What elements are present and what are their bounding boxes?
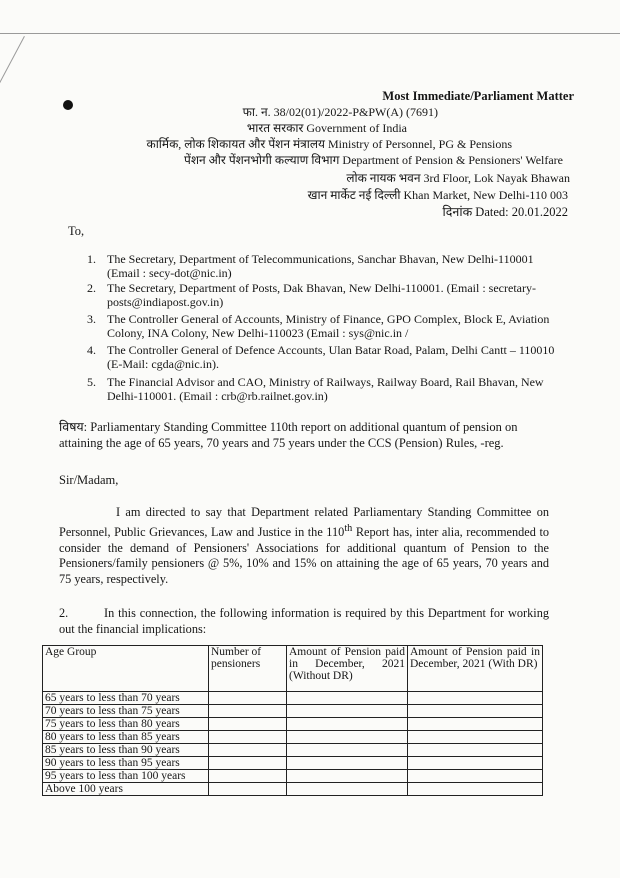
age-group-cell: 65 years to less than 70 years bbox=[43, 692, 209, 705]
para2-text: In this connection, the following information is required by this Department for working out the financial implications: bbox=[59, 606, 549, 636]
empty-cell bbox=[209, 731, 287, 744]
subject-label: विषय: bbox=[59, 420, 88, 434]
addressee-item bbox=[87, 376, 567, 403]
body-paragraph-1 bbox=[59, 505, 549, 588]
addressee-text: The Controller General of Accounts, Ministry of Finance, GPO Complex, Block E, Aviation Colony, INA Colony, New Delhi-110023 (Email : sys@nic.in / bbox=[107, 312, 550, 340]
empty-cell bbox=[209, 783, 287, 796]
header-pension-without-dr: Amount of Pension paid in December, 2021 (Without DR) bbox=[287, 646, 408, 692]
age-group-cell: 90 years to less than 95 years bbox=[43, 757, 209, 770]
page-top-edge bbox=[0, 33, 620, 34]
addressee-item bbox=[87, 344, 567, 371]
addressee-item bbox=[87, 313, 567, 340]
information-table bbox=[42, 645, 543, 796]
empty-cell bbox=[408, 705, 543, 718]
table-row bbox=[43, 744, 543, 757]
empty-cell bbox=[287, 718, 408, 731]
para1-text-b: Report has, inter alia, recommended to consider the demand of Pensioners' Associations for additional quantum of Pension to the Pensioners/family pensioners @ 5%, 10% and 15% on attaining the age of 65 years, 70 years and 75 years, respectively. bbox=[59, 524, 550, 587]
addressee-number: 3. bbox=[87, 312, 96, 326]
empty-cell bbox=[287, 757, 408, 770]
age-group-cell: 95 years to less than 100 years bbox=[43, 770, 209, 783]
empty-cell bbox=[408, 718, 543, 731]
letter-date: दिनांक Dated: 20.01.2022 bbox=[442, 205, 568, 219]
addressee-item bbox=[87, 253, 567, 280]
empty-cell bbox=[209, 744, 287, 757]
empty-cell bbox=[287, 705, 408, 718]
para1-superscript: th bbox=[344, 522, 353, 534]
para1-text-a: I am directed to say that Department related Parliamentary Standing Committee on Personnel, Public Grievances, Law and Justice in the 110 bbox=[59, 505, 549, 539]
empty-cell bbox=[287, 770, 408, 783]
to-label: To, bbox=[68, 224, 85, 238]
empty-cell bbox=[287, 744, 408, 757]
table-row bbox=[43, 757, 543, 770]
empty-cell bbox=[209, 757, 287, 770]
table-row bbox=[43, 705, 543, 718]
addressee-number: 5. bbox=[87, 375, 96, 389]
empty-cell bbox=[287, 692, 408, 705]
addressee-text: The Secretary, Department of Telecommunications, Sanchar Bhavan, New Delhi-110001 (Email : secy-dot@nic.in) bbox=[107, 252, 534, 280]
office-address-line1: लोक नायक भवन 3rd Floor, Lok Nayak Bhawan bbox=[346, 171, 570, 185]
subject-line bbox=[59, 419, 552, 451]
addressee-text: The Secretary, Department of Posts, Dak Bhavan, New Delhi-110001. (Email : secretary-posts@indiapost.gov.in) bbox=[107, 281, 536, 309]
table-row bbox=[43, 770, 543, 783]
table-header-row bbox=[43, 646, 543, 692]
age-group-cell: 70 years to less than 75 years bbox=[43, 705, 209, 718]
subject-text: Parliamentary Standing Committee 110th report on additional quantum of pension on attaining the age of 65 years, 70 years and 75 years under the CCS (Pension) Rules, -reg. bbox=[59, 420, 518, 450]
table-row bbox=[43, 718, 543, 731]
empty-cell bbox=[287, 783, 408, 796]
empty-cell bbox=[408, 770, 543, 783]
age-group-cell: 75 years to less than 80 years bbox=[43, 718, 209, 731]
department-name: पेंशन और पेंशनभोगी कल्याण विभाग Department of Pension & Pensioners' Welfare bbox=[184, 153, 563, 167]
government-name: भारत सरकार Government of India bbox=[246, 121, 407, 135]
empty-cell bbox=[408, 783, 543, 796]
table-row bbox=[43, 783, 543, 796]
priority-marking: Most Immediate/Parliament Matter bbox=[382, 89, 574, 103]
age-group-cell: 85 years to less than 90 years bbox=[43, 744, 209, 757]
addressee-item bbox=[87, 282, 567, 309]
age-group-cell: 80 years to less than 85 years bbox=[43, 731, 209, 744]
addressee-text: The Financial Advisor and CAO, Ministry of Railways, Railway Board, Rail Bhavan, New Delhi-110001. (Email : crb@rb.railnet.gov.in) bbox=[107, 375, 544, 403]
empty-cell bbox=[209, 705, 287, 718]
header-pension-with-dr: Amount of Pension paid in December, 2021 (With DR) bbox=[408, 646, 543, 692]
addressee-number: 2. bbox=[87, 281, 96, 295]
addressee-text: The Controller General of Defence Accounts, Ulan Batar Road, Palam, Delhi Cantt – 110010 (E-Mail: cgda@nic.in). bbox=[107, 343, 555, 371]
empty-cell bbox=[408, 757, 543, 770]
body-paragraph-2 bbox=[59, 606, 549, 638]
punch-hole-mark bbox=[63, 100, 73, 110]
empty-cell bbox=[408, 744, 543, 757]
empty-cell bbox=[408, 731, 543, 744]
ministry-name: कार्मिक, लोक शिकायत और पेंशन मंत्रालय Ministry of Personnel, PG & Pensions bbox=[146, 137, 512, 151]
file-number: फा. न. 38/02(01)/2022-P&PW(A) (7691) bbox=[242, 105, 438, 119]
header-age-group: Age Group bbox=[43, 646, 209, 692]
table-row bbox=[43, 692, 543, 705]
empty-cell bbox=[209, 770, 287, 783]
addressee-number: 4. bbox=[87, 343, 96, 357]
paper-crease bbox=[0, 36, 25, 105]
para2-number: 2. bbox=[59, 606, 69, 620]
table-row bbox=[43, 731, 543, 744]
empty-cell bbox=[209, 692, 287, 705]
header-number-of-pensioners: Number of pensioners bbox=[209, 646, 287, 692]
addressee-number: 1. bbox=[87, 252, 96, 266]
salutation: Sir/Madam, bbox=[59, 473, 119, 487]
empty-cell bbox=[209, 718, 287, 731]
empty-cell bbox=[408, 692, 543, 705]
age-group-cell: Above 100 years bbox=[43, 783, 209, 796]
empty-cell bbox=[287, 731, 408, 744]
office-address-line2: खान मार्केट नई दिल्ली Khan Market, New Delhi-110 003 bbox=[307, 188, 568, 202]
